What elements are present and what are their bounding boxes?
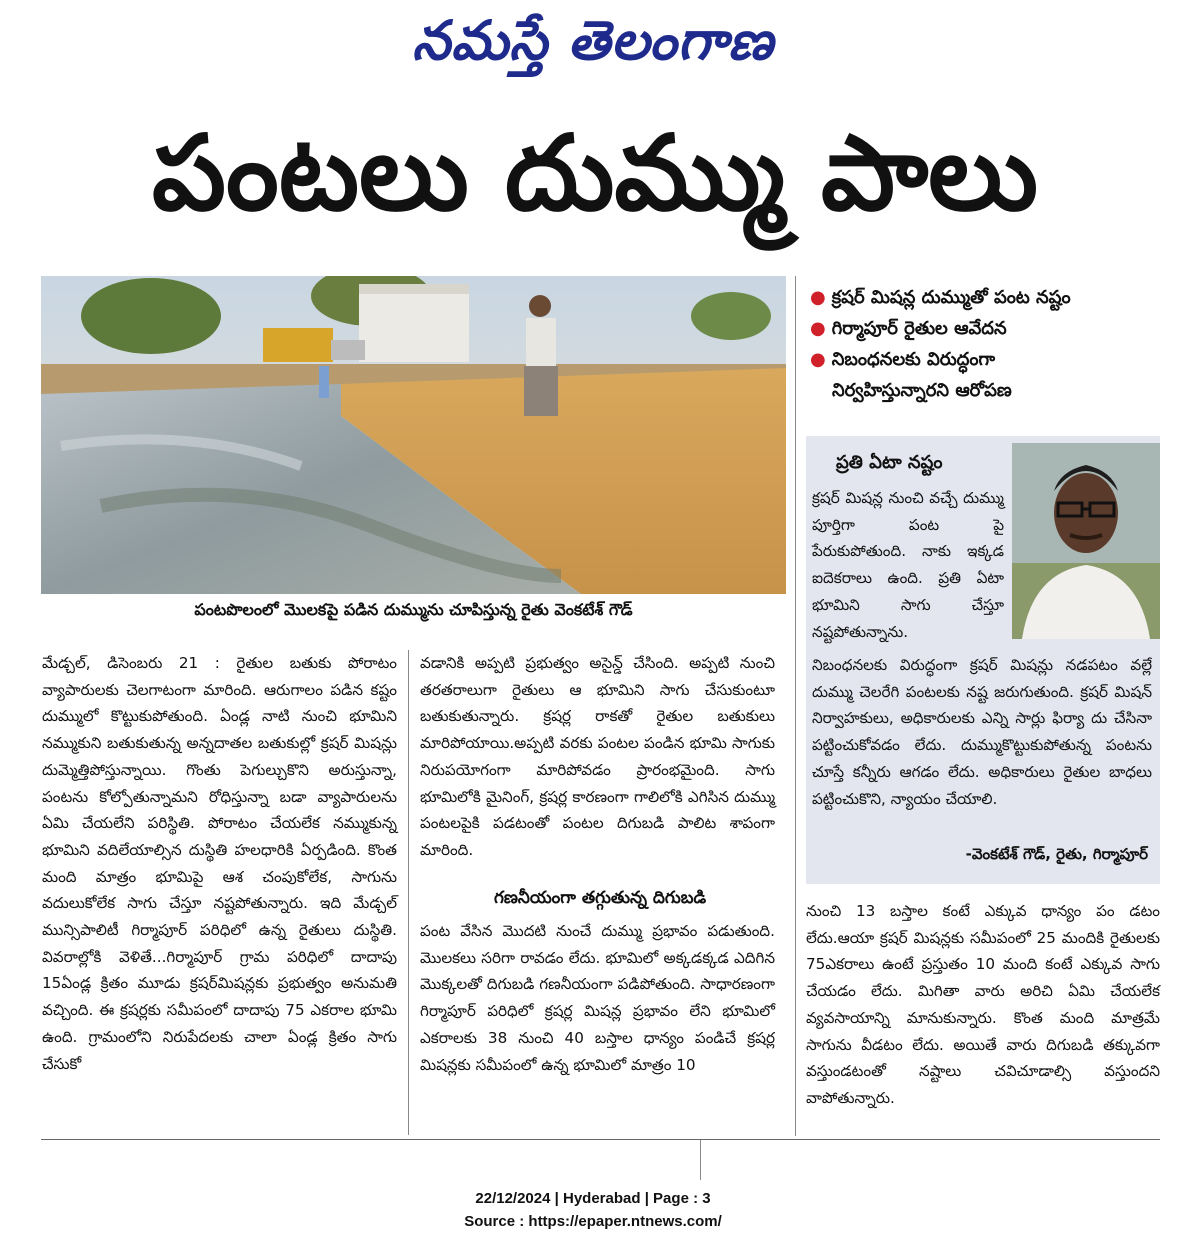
farmer-portrait	[1012, 443, 1160, 639]
article-paragraph: వడానికి అప్పటి ప్రభుత్వం అసైన్డ్‌ చేసింది. అప్పటి నుంచి తరతరాలుగా రైతులు ఆ భూమిని సాగు చేసుకుంటూ బతుకుతున్నారు. క్రషర్ల రాకతో రైతుల బతుకులు మారిపోయాయి.అప్పటి వరకు పంటల పండిన భూమి సాగుకు నిరుపయోగంగా మారిపోవడం ప్రారంభమైంది. సాగు భూమిలోకి మైనింగ్‌, క్రషర్ల కారణంగా గాలిలోకి ఎగిసిన దుమ్ము పంటలపైకి పడటంతో పంటల దిగుబడి పాలిట శాపంగా మారింది.	[420, 654, 775, 859]
bullet-item: ● నిబంధనలకు విరుద్ధంగా	[810, 349, 996, 370]
article-column-2	[420, 650, 775, 864]
quote-text-bottom: నిబంధనలకు విరుద్ధంగా క్రషర్‌ మిషన్లు నడపటం వల్లే దుమ్ము చెలరేగి పంటలకు నష్ట జరుగుతుంది. క్రషర్‌ మిషన్‌ నిర్వాహకులు, అధికారులకు ఎన్ని సార్లు ఫిర్యా దు చేసినా పట్టించుకోవడం లేదు. దుమ్ముకొట్టుకుపోతున్న పంటను చూస్తే కన్నీరు ఆగడం లేదు. అధికారులు రైతుల బాధలు పట్టించుకొని, న్యాయం చేయాలి.	[812, 656, 1152, 808]
field-photo	[41, 276, 786, 594]
column-divider	[408, 650, 409, 1135]
quote-box-title: ప్రతి ఏటా నష్టం	[836, 452, 943, 473]
bullet-dot-icon: ●	[810, 349, 826, 370]
column-divider	[700, 1140, 701, 1180]
article-paragraph: పంట వేసిన మొదటి నుంచే దుమ్ము ప్రభావం పడుతుంది. మొలకలు సరిగా రావడం లేదు. భూమిలో అక్కడక్కడ ఎదిగిన మొక్కలతో దిగుబడి గణనీయంగా పడిపోతుంది. సాధారణంగా గిర్మాపూర్‌ పరిధిలో క్రషర్ల మిషన్ల ప్రభావం లేని భూమిలో ఎకరాలకు 38 నుంచి 40 బస్తాల ధాన్యం పండిచే క్రషర్ల మిషన్లకు సమీపంలో ఉన్న భూమిలో మాత్రం 10	[420, 922, 775, 1074]
article-column-3	[806, 898, 1160, 1112]
bullet-item-continuation: నిర్వహిస్తున్నారని ఆరోపణ	[832, 380, 1012, 401]
masthead-logo: నమస్తే తెలంగాణ	[412, 8, 774, 72]
bullet-dot-icon: ●	[810, 318, 826, 339]
bullet-item: ● క్రషర్‌ మిషన్ల దుమ్ముతో పంట నష్టం	[810, 287, 1071, 308]
highlight-bullets	[810, 282, 1180, 406]
photo-caption: పంటపొలంలో మొలకపై పడిన దుమ్మును చూపిస్తున్న రైతు వెంకటేశ్‌ గౌడ్‌	[194, 600, 633, 619]
cut-off-headline-left	[90, 1152, 630, 1180]
article-subheading: గణనీయంగా తగ్గుతున్న దిగుబడి	[493, 888, 707, 908]
article-paragraph: మేడ్చల్‌, డిసెంబరు 21 : రైతుల బతుకు పోరాటం వ్యాపారులకు చెలగాటంగా మారింది. ఆరుగాలం పడిన కష్టం దుమ్ములో కొట్టుకుపోతుంది. ఏండ్ల నాటి నుంచి భూమిని నమ్ముకుని బతుకుతున్న అన్నదాతల బతుకుల్లో క్రషర్‌ మిషన్లు దుమ్మెత్తిపోస్తున్నాయి. గొంతు పెగుల్చుకొని అరుస్తున్నా, పంటను కోల్పోతున్నామని రోధిస్తున్నా బడా వ్యాపారులను ఏమి చేయలేని పరిస్థితి. పోరాటం చేయలేక నమ్ముకున్న భూమిని వదిలేయాల్సిన దుస్థితి హలధారికి ఏర్పడింది. కొంత మంది మాత్రం భూమిపై ఆశ చంపుకోలేక, సాగును వదులుకోలేక సాగు చేస్తూ నష్టపోతున్నారు. ఇది మేడ్చల్‌ మున్సిపాలిటీ గిర్మాపూర్‌ పరిధిలో ఉన్న రైతులు దుస్థితి. వివరాల్లోకి వెళితే...గిర్మాపూర్‌ గ్రామ పరిధిలో దాదాపు 15ఏండ్ల క్రితం మూడు క్రషర్‌మిషన్లకు ప్రభుత్వం అనుమతి వచ్చింది. ఈ క్రషర్లకు సమీపంలో దాదాపు 75 ఎకరాల భూమి ఉంది. గ్రామంలోని నిరుపేదలకు చాలా ఏండ్ల క్రితం సాగు చేసుకో	[42, 654, 397, 1073]
quote-text-top: క్రషర్‌ మిషన్ల నుంచి వచ్చే దుమ్ము పూర్తిగా పంట పై పేరుకుపోతుంది. నాకు ఇక్కడ ఐదెకరాలు ఉంది. ప్రతి ఏటా భూమిని సాగు చేస్తూ నష్టపోతున్నాను.	[812, 489, 1004, 641]
footer-date-page: 22/12/2024 | Hyderabad | Page : 3	[475, 1190, 711, 1207]
footer-source: Source : https://epaper.ntnews.com/	[464, 1213, 722, 1230]
article-column-1	[42, 650, 397, 1077]
bullet-dot-icon: ●	[810, 287, 826, 308]
bullet-item: ● గిర్మాపూర్‌ రైతుల ఆవేదన	[810, 318, 1007, 339]
article-column-2b	[420, 918, 775, 1078]
cut-off-headline-right	[770, 1152, 1170, 1180]
article-paragraph: నుంచి 13 బస్తాల కంటే ఎక్కువ ధాన్యం పం డటం లేదు.ఆయా క్రషర్‌ మిషన్లకు సమీపంలో 25 మందికి రైతులకు 75ఎకరాలు ఉంటే ప్రస్తుతం 10 మంది కంటే ఎక్కువ సాగు చేయడం లేదు. మిగితా వారు అరిచి ఏమి చేయలేక వ్యవసాయాన్ని మానుకున్నారు. కొంత మంది మాత్రమే సాగును వీడటం లేదు. అయితే వారు దిగుబడి తక్కువగా వస్తుండటంతో నష్టాలు చవిచూడాల్సి వస్తుందని వాపోతున్నారు.	[806, 902, 1160, 1107]
column-divider	[795, 276, 796, 1136]
farmer-portrait-illustration	[1012, 443, 1160, 639]
quote-signature: -వెంకటేశ్‌ గౌడ్‌, రైతు, గిర్మాపూర్‌	[965, 845, 1148, 863]
headline: పంటలు దుమ్ము పాలు	[152, 112, 1038, 234]
field-photo-illustration	[41, 276, 786, 594]
bottom-rule	[41, 1139, 1160, 1140]
